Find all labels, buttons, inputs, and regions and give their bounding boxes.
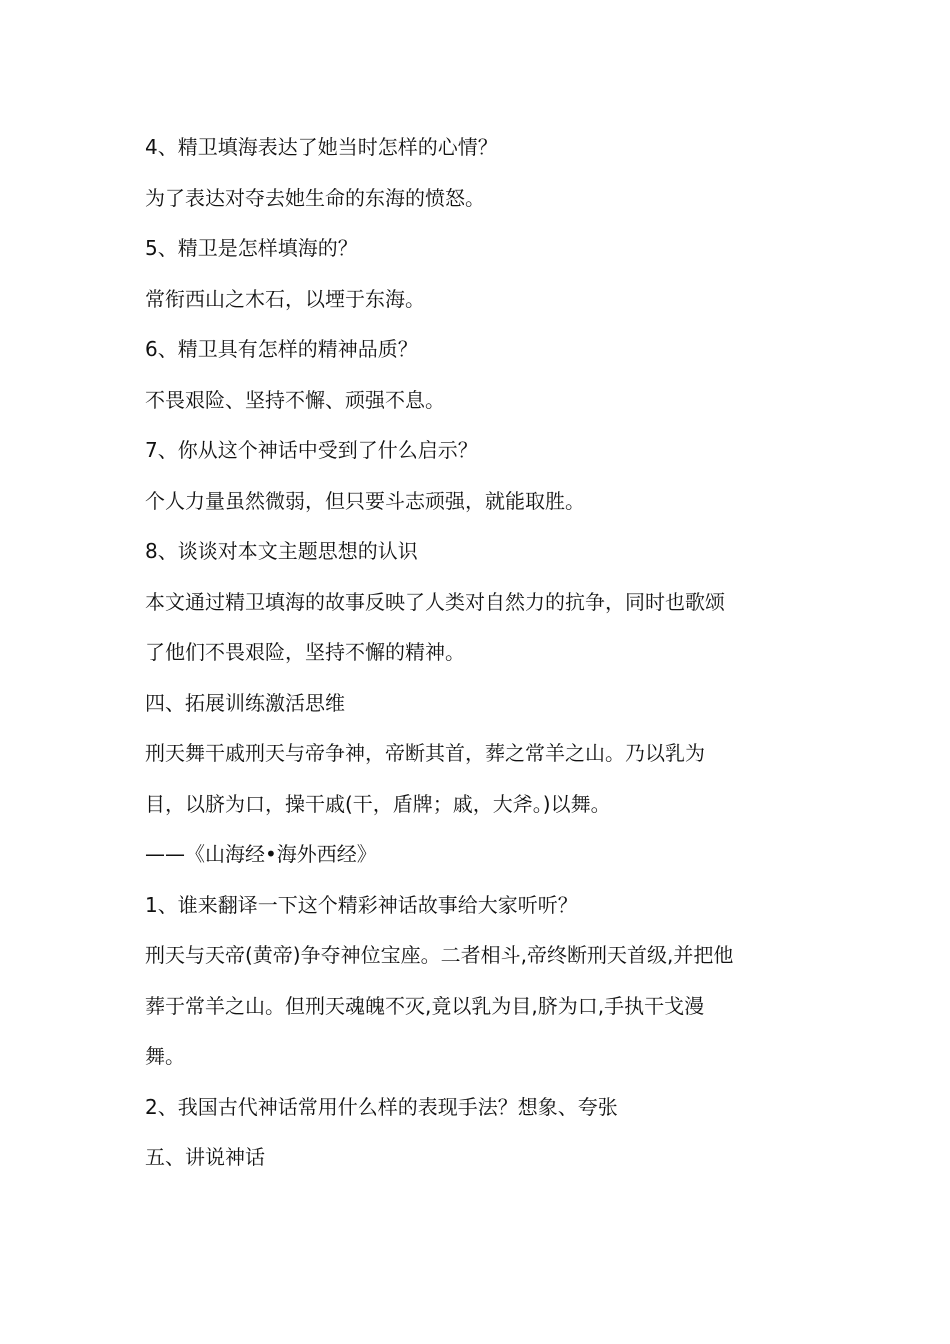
translation-line-2: 葬于常羊之山。但刑天魂魄不灭,竟以乳为目,脐为口,手执干戈漫 [145, 994, 705, 1018]
question-4: 4、精卫填海表达了她当时怎样的心情？ [145, 135, 498, 159]
question-5: 5、精卫是怎样填海的？ [145, 236, 358, 260]
answer-5: 常衔西山之木石，以堙于东海。 [145, 287, 425, 311]
answer-8-line-2: 了他们不畏艰险，坚持不懈的精神。 [145, 640, 465, 664]
passage-line-1: 刑天舞干戚刑天与帝争神，帝断其首，葬之常羊之山。乃以乳为 [145, 741, 705, 765]
sub-question-1: 1、谁来翻译一下这个精彩神话故事给大家听听？ [145, 893, 578, 917]
passage-line-2: 目，以脐为口，操干戚(干，盾牌；戚，大斧。)以舞。 [145, 792, 611, 816]
question-7: 7、你从这个神话中受到了什么启示？ [145, 438, 478, 462]
sub-question-2: 2、我国古代神话常用什么样的表现手法？想象、夸张 [145, 1095, 618, 1119]
passage-source: ——《山海经•海外西经》 [145, 842, 377, 866]
question-8: 8、谈谈对本文主题思想的认识 [145, 539, 418, 563]
answer-8-line-1: 本文通过精卫填海的故事反映了人类对自然力的抗争，同时也歌颂 [145, 590, 725, 614]
answer-7: 个人力量虽然微弱，但只要斗志顽强，就能取胜。 [145, 489, 585, 513]
translation-line-3: 舞。 [145, 1044, 185, 1068]
answer-6: 不畏艰险、坚持不懈、顽强不息。 [145, 388, 445, 412]
translation-line-1: 刑天与天帝(黄帝)争夺神位宝座。二者相斗,帝终断刑天首级,并把他 [145, 943, 734, 967]
section-4-heading: 四、拓展训练激活思维 [145, 691, 345, 715]
question-6: 6、精卫具有怎样的精神品质？ [145, 337, 418, 361]
section-5-heading: 五、讲说神话 [145, 1145, 265, 1169]
answer-4: 为了表达对夺去她生命的东海的愤怒。 [145, 186, 485, 210]
